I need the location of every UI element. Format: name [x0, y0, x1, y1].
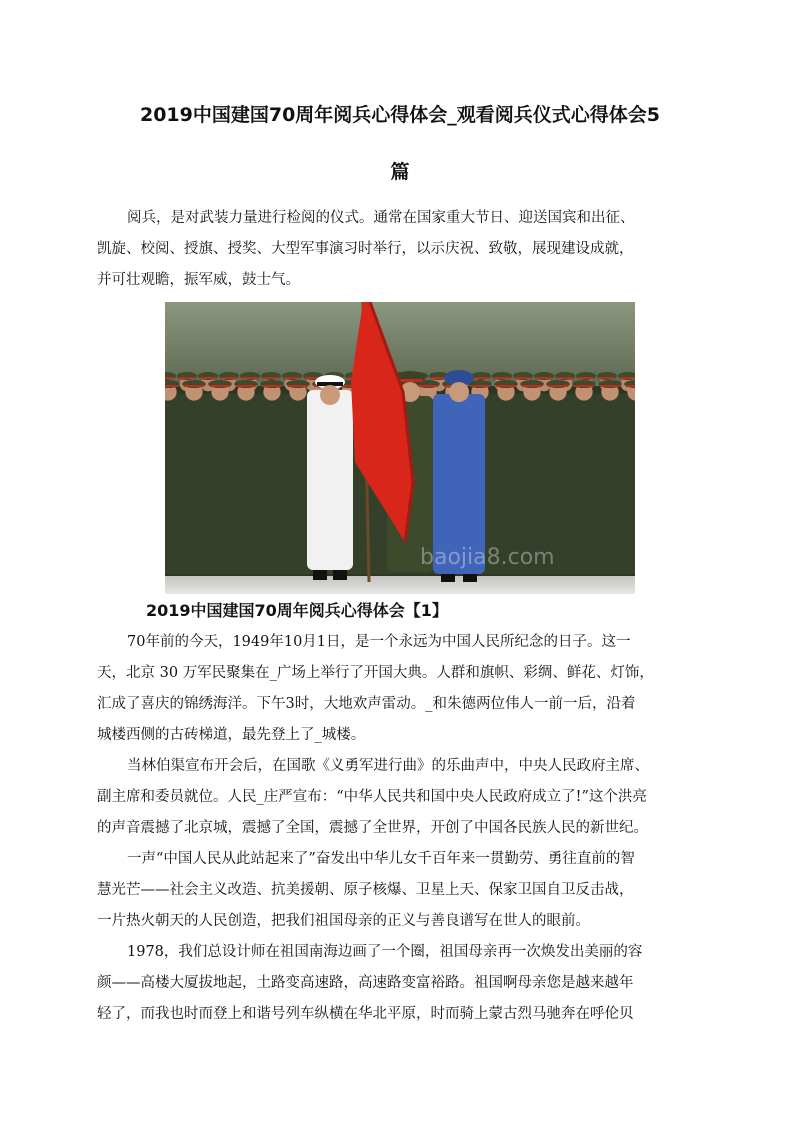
background-soldier-cap-band	[515, 377, 531, 379]
body-paragraph-3	[97, 844, 707, 937]
background-soldier-cap-band	[288, 385, 308, 387]
background-soldier-cap-band	[200, 377, 216, 379]
background-soldier-cap-band	[548, 385, 568, 387]
intro-line: 阅兵，是对武装力量进行检阅的仪式。通常在国家重大节日、迎送国宾和出征、	[127, 210, 635, 226]
background-soldier	[597, 394, 623, 574]
background-soldier-cap-band	[210, 385, 230, 387]
body-line: 副主席和委员就位。人民_庄严宣布：“中华人民共和国中央人民政府成立了!”这个洪亮	[97, 789, 647, 805]
body-line: 颜——高楼大厦拔地起，土路变高速路，高速路变富裕路。祖国啊母亲您是越来越年	[97, 975, 634, 991]
background-soldier-cap-band	[626, 385, 635, 387]
navy-soldier	[307, 375, 353, 580]
background-soldier	[207, 394, 233, 574]
background-soldier-cap-band	[557, 377, 573, 379]
body-paragraph-2	[97, 751, 707, 844]
background-soldier	[623, 394, 635, 574]
background-soldier-cap-band	[418, 385, 438, 387]
background-soldier-cap-band	[494, 377, 510, 379]
background-soldier-cap-band	[578, 377, 594, 379]
background-soldier-cap-band	[600, 385, 620, 387]
body-line: 一片热火朝天的人民创造，把我们祖国母亲的正义与善良谱写在世人的眼前。	[97, 913, 590, 929]
section-heading: 2019中国建国70周年阅兵心得体会【1】	[146, 601, 448, 620]
intro-paragraph	[97, 203, 707, 296]
body-line: 70年前的今天，1949年10月1日，是一个永远为中国人民所纪念的日子。这一	[127, 634, 631, 650]
background-soldier	[571, 394, 597, 574]
body-line: 天，北京 30 万军民聚集在_广场上举行了开国大典。人群和旗帜、彩绸、鲜花、灯饰，	[97, 665, 654, 681]
body-line: 1978，我们总设计师在祖国南海边画了一个圈，祖国母亲再一次焕发出美丽的容	[127, 944, 643, 960]
body-line: 慧光芒——社会主义改造、抗美援朝、原子核爆、卫星上天、保家卫国自卫反击战，	[97, 882, 634, 898]
background-trees	[165, 302, 635, 382]
background-soldier	[233, 394, 259, 574]
watermark-text: baojia8.com	[420, 545, 555, 570]
body-paragraph-4	[97, 937, 707, 1030]
background-soldier-cap-band	[242, 377, 258, 379]
body-line: 城楼西侧的古砖梯道，最先登上了_城楼。	[97, 727, 366, 743]
background-soldier-cap-band	[574, 385, 594, 387]
background-soldier-cap-band	[179, 377, 195, 379]
intro-line: 凯旋、校阅、授旗、授奖、大型军事演习时举行，以示庆祝、致敬，展现建设成就，	[97, 241, 634, 257]
background-soldier-cap-band	[599, 377, 615, 379]
background-soldier-cap-band	[165, 385, 178, 387]
intro-line: 并可壮观瞻，振军威，鼓士气。	[97, 272, 300, 288]
parade-photo	[165, 302, 635, 594]
body-line: 汇成了喜庆的锦绣海洋。下午3时，大地欢声雷动。_和朱德两位伟人一前一后，沿着	[97, 696, 636, 712]
background-soldier-cap-band	[221, 377, 237, 379]
background-soldier-cap-band	[165, 377, 174, 379]
background-soldier-cap-band	[262, 385, 282, 387]
body-line: 轻了，而我也时而登上和谐号列车纵横在华北平原，时而骑上蒙古烈马驰奔在呼伦贝	[97, 1006, 634, 1022]
background-soldier	[259, 394, 285, 574]
document-title-line-2: 篇	[390, 161, 410, 183]
background-soldier-cap-band	[496, 385, 516, 387]
background-soldier-cap-band	[284, 377, 300, 379]
background-soldier	[181, 394, 207, 574]
body-line: 的声音震撼了北京城，震撼了全国，震撼了全世界，开创了中国各民族人民的新世纪。	[97, 820, 648, 836]
background-soldier-cap-band	[536, 377, 552, 379]
background-soldier-cap-band	[184, 385, 204, 387]
body-line: 当林伯渠宣布开会后，在国歌《义勇军进行曲》的乐曲声中，中央人民政府主席、	[127, 758, 649, 774]
document-title-line-1: 2019中国建国70周年阅兵心得体会_观看阅兵仪式心得体会5	[139, 104, 661, 126]
background-soldier-cap-band	[473, 377, 489, 379]
background-soldier-cap-band	[522, 385, 542, 387]
background-soldier-cap-band	[236, 385, 256, 387]
parade-illustration	[165, 302, 635, 594]
body-paragraph-1	[97, 627, 707, 751]
background-soldier	[165, 394, 181, 574]
background-soldier-cap-band	[470, 385, 490, 387]
background-soldier-cap-band	[263, 377, 279, 379]
background-soldier-cap-band	[620, 377, 635, 379]
body-line: 一声“中国人民从此站起来了”奋发出中华儿女千百年来一贯勤劳、勇往直前的智	[127, 851, 635, 867]
